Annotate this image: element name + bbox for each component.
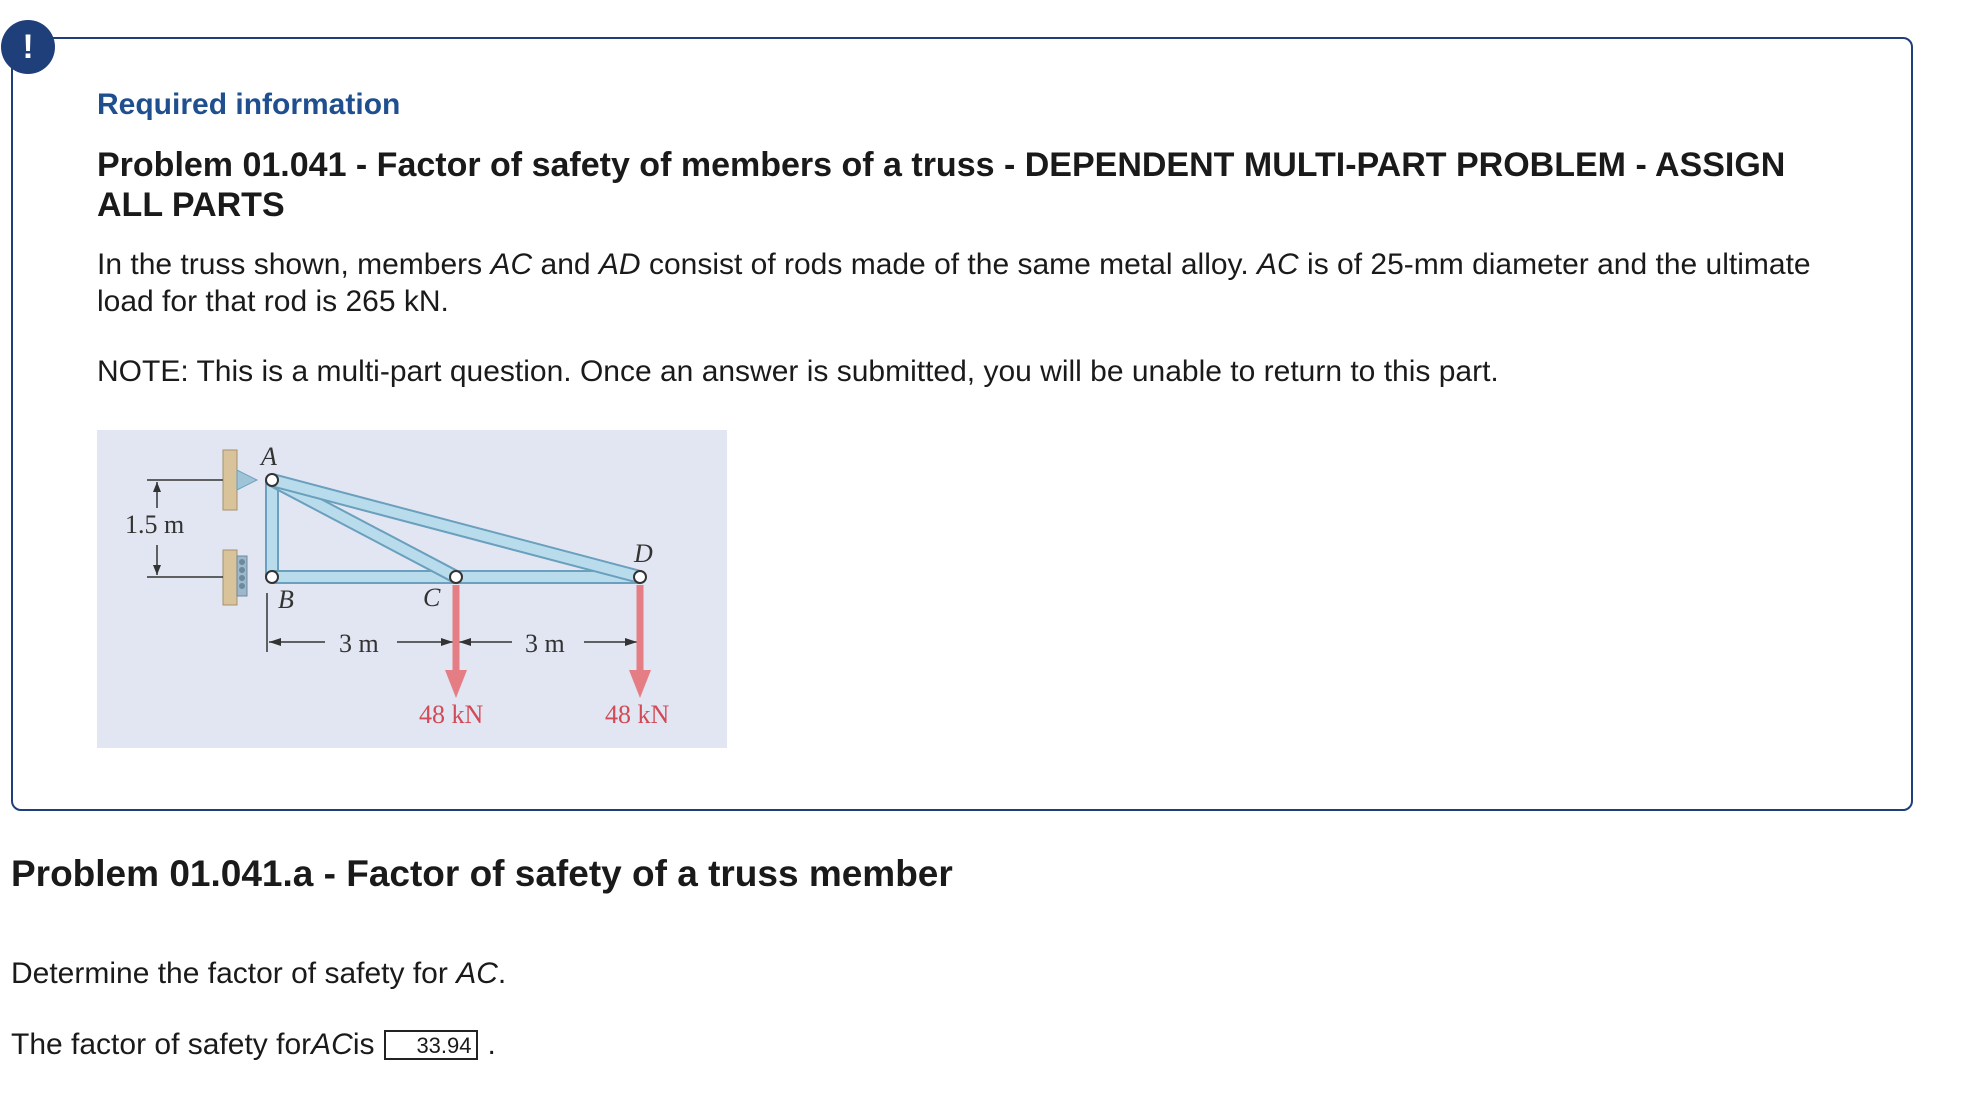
truss-figure [97, 430, 727, 748]
problem-statement: In the truss shown, members AC and AD consist of rods made of the same metal alloy. AC is of 25-mm diameter and the ultimate load for that rod is 265 kN. [97, 248, 1811, 318]
label-c: C [423, 583, 441, 612]
height-dim-label: 1.5 m [125, 510, 185, 539]
label-d: D [634, 539, 653, 568]
span2-label: 3 m [525, 629, 565, 658]
pin-d [634, 571, 646, 583]
part-title: Problem 01.041.a - Factor of safety of a truss member [11, 853, 953, 894]
pin-b [266, 571, 278, 583]
pin-a [266, 474, 278, 486]
alert-icon: ! [1, 20, 55, 74]
problem-title: Problem 01.041 - Factor of safety of members of a truss - DEPENDENT MULTI-PART PROBLEM - ASSIGN ALL PARTS [97, 146, 1786, 224]
required-info-heading: Required information [97, 88, 401, 121]
multipart-note: NOTE: This is a multi-part question. Once an answer is submitted, you will be unable to return to this part. [97, 355, 1499, 388]
label-b: B [278, 585, 294, 614]
wall-support-a [223, 450, 237, 510]
answer-line: The factor of safety for AC is 33.94 . [11, 1028, 496, 1061]
pin-c [450, 571, 462, 583]
load-c-label: 48 kN [419, 700, 484, 729]
label-a: A [261, 442, 277, 471]
load-d-label: 48 kN [605, 700, 670, 729]
answer-input[interactable]: 33.94 [384, 1030, 478, 1060]
wall-support-b [223, 550, 237, 605]
question-text: Determine the factor of safety for AC. [11, 957, 507, 990]
span1-label: 3 m [339, 629, 379, 658]
